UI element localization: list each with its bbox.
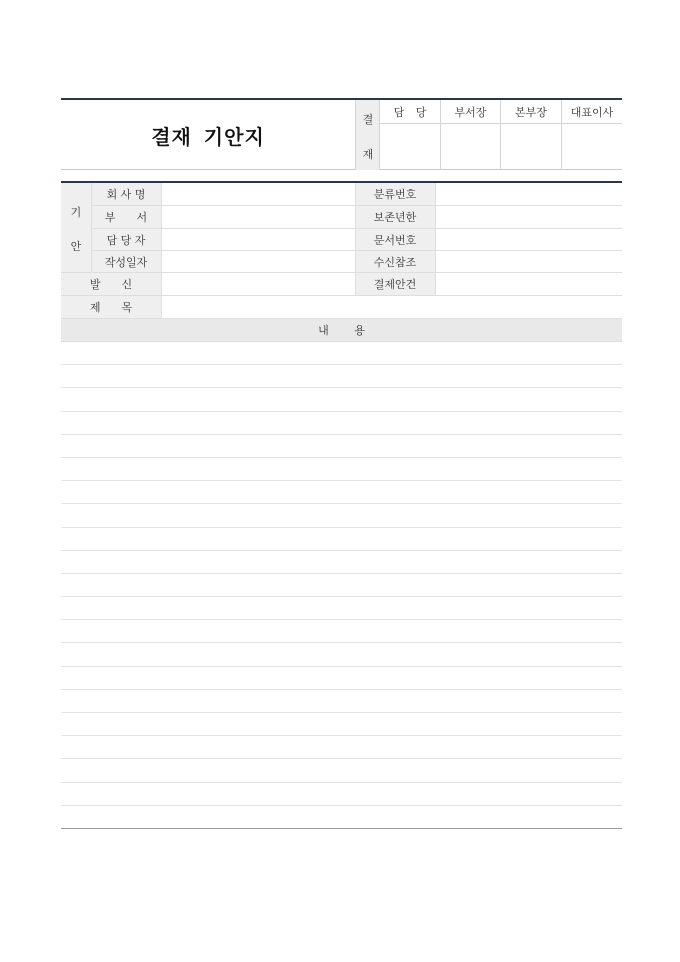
content-line[interactable] [61,388,622,411]
content-line[interactable] [61,667,622,690]
content-line[interactable] [61,412,622,435]
person-in-charge-field[interactable] [161,229,355,251]
approval-column-division-head [500,100,561,170]
approval-column-staff [379,100,440,170]
grid-divider [91,183,92,273]
draft-side-label [61,183,91,273]
content-line[interactable] [61,643,622,666]
content-line[interactable] [61,528,622,551]
label-recipient-reference: 수신참조 [355,251,435,273]
document-number-field[interactable] [435,229,622,251]
recipient-reference-field[interactable] [435,251,622,273]
grid-divider [355,183,356,296]
company-name-field[interactable] [161,183,355,206]
label-person-in-charge: 담 당 자 [91,229,161,251]
approval-role-division-head: 본부장 [501,100,561,124]
content-line[interactable] [61,597,622,620]
content-line[interactable] [61,574,622,597]
content-line[interactable] [61,481,622,504]
label-retention-period: 보존년한 [355,206,435,229]
document-title: 결재 기안지 [151,124,265,149]
classification-number-field[interactable] [435,183,622,206]
content-line[interactable] [61,458,622,481]
content-line[interactable] [61,551,622,574]
content-line[interactable] [61,759,622,782]
approval-sign-division-head[interactable] [501,124,561,170]
content-body[interactable] [61,342,622,829]
approval-column-ceo [561,100,622,170]
sender-field[interactable] [161,273,355,296]
approval-sign-ceo[interactable] [562,124,622,170]
approval-role-staff: 담 당 [380,100,440,124]
label-department: 부 서 [91,206,161,229]
subject-field[interactable] [161,296,622,319]
date-written-field[interactable] [161,251,355,273]
approval-sign-dept-head[interactable] [441,124,500,170]
label-classification-number: 분류번호 [355,183,435,206]
approval-header [61,98,622,170]
approval-sign-staff[interactable] [380,124,440,170]
department-field[interactable] [161,206,355,229]
content-line[interactable] [61,713,622,736]
content-line[interactable] [61,342,622,365]
content-line[interactable] [61,435,622,458]
content-line[interactable] [61,504,622,527]
content-line[interactable] [61,365,622,388]
draft-info-section [61,181,622,337]
approval-side-label [355,100,379,170]
content-line[interactable] [61,620,622,643]
retention-period-field[interactable] [435,206,622,229]
label-company-name: 회 사 명 [91,183,161,206]
label-document-number: 문서번호 [355,229,435,251]
draft-side-label-bottom: 안 [70,240,82,253]
grid-divider [161,183,162,319]
draft-side-label-top: 기 [70,206,82,219]
label-sender: 발 신 [61,273,161,296]
approval-role-dept-head: 부서장 [441,100,500,124]
content-line[interactable] [61,736,622,759]
content-header: 내 용 [61,319,622,342]
label-date-written: 작성일자 [91,251,161,273]
approval-column-dept-head [440,100,500,170]
content-line[interactable] [61,806,622,829]
approval-label-top: 결 [362,113,374,126]
content-line[interactable] [61,783,622,806]
draft-info-grid [61,183,622,319]
approval-label-bottom: 재 [362,148,374,161]
label-payment-item: 결제안건 [355,273,435,296]
approval-role-ceo: 대표이사 [562,100,622,124]
grid-divider [435,183,436,296]
label-subject: 제 목 [61,296,161,319]
content-line[interactable] [61,690,622,713]
payment-item-field[interactable] [435,273,622,296]
